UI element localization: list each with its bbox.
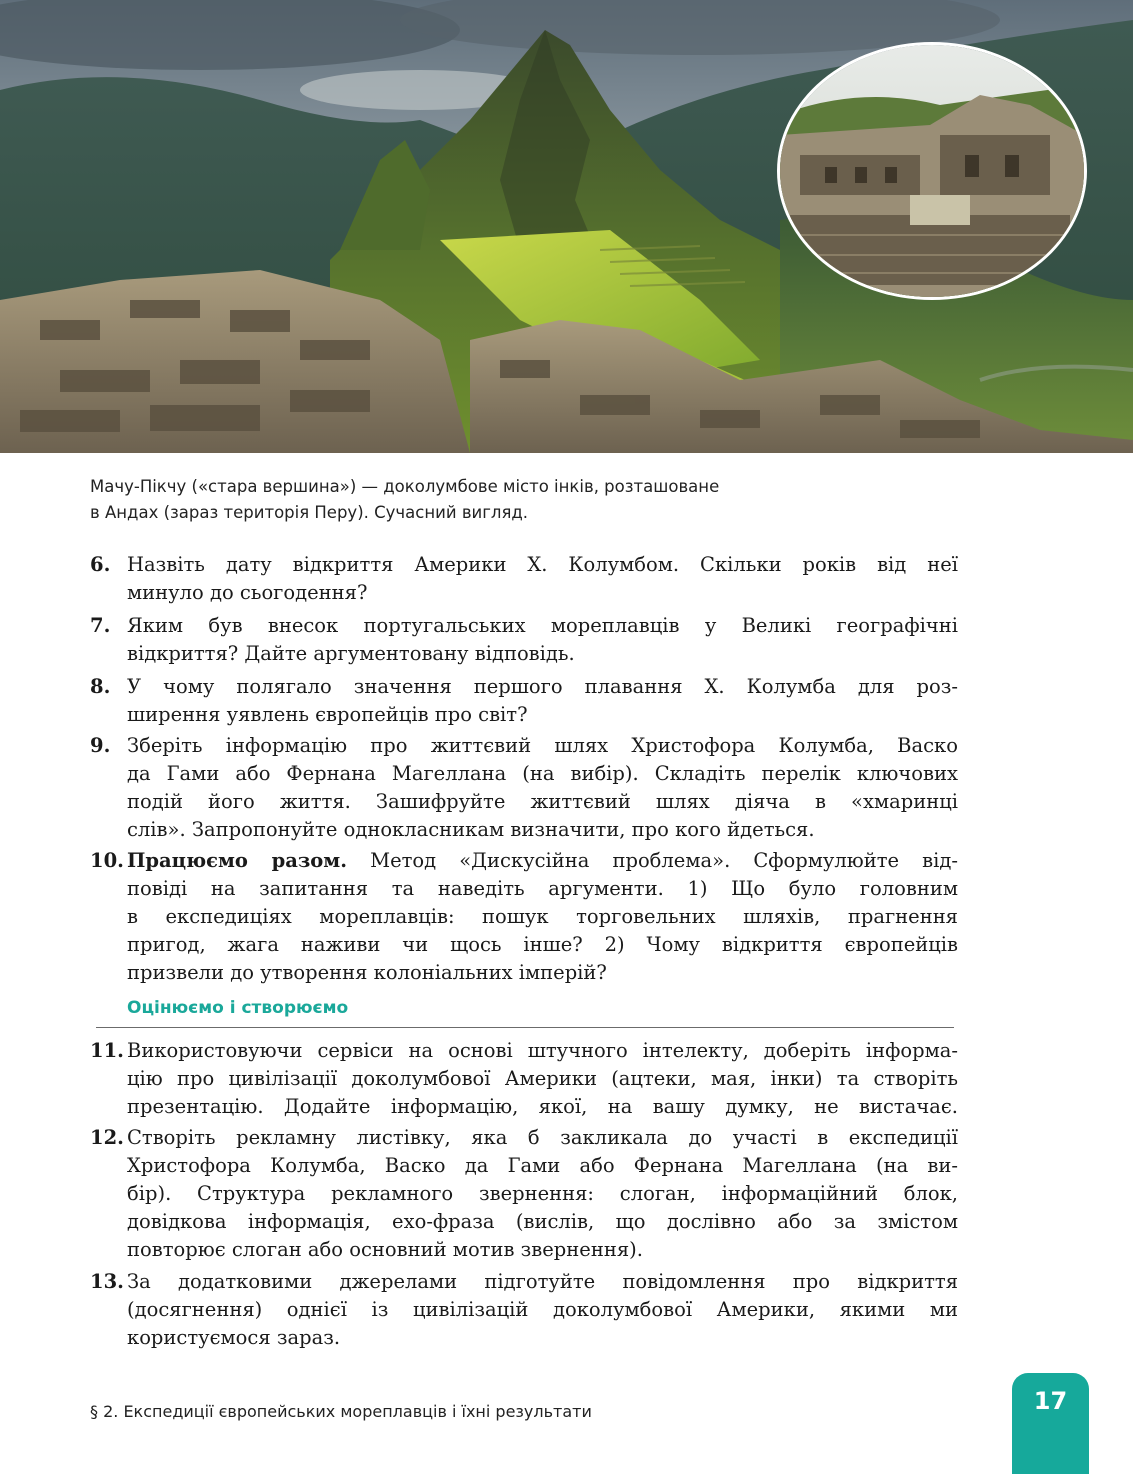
question-11	[90, 1037, 958, 1121]
question-number: 13.	[90, 1270, 124, 1293]
caption-line: в Андах (зараз територія Перу). Сучасний вигляд.	[90, 503, 529, 522]
question-line: повторює слоган або основний мотив звернення).	[127, 1238, 643, 1261]
question-13	[90, 1268, 958, 1352]
question-line: в експедиціях мореплавців: пошук торговельних шляхів, прагнення	[127, 905, 958, 928]
machu-picchu-photo	[0, 0, 1133, 453]
question-number: 11.	[90, 1039, 124, 1062]
question-line: презентацію. Додайте інформацію, якої, на вашу думку, не вистачає.	[127, 1095, 958, 1118]
question-line: цію про цивілізації доколумбової Америки (ацтеки, мая, інки) та створіть	[127, 1067, 958, 1090]
question-line: Назвіть дату відкриття Америки Х. Колумбом. Скільки років від неї	[127, 553, 958, 576]
question-line: слів». Запропонуйте однокласникам визначити, про кого йдеться.	[127, 818, 815, 841]
caption-line: Мачу-Пікчу («стара вершина») — доколумбове місто інків, розташоване	[90, 477, 720, 496]
page-number-tab	[1012, 1373, 1089, 1474]
question-line: ширення уявлень європейців про світ?	[127, 703, 528, 726]
question-line: пригод, жага наживи чи щось інше? 2) Чому відкриття європейців	[127, 933, 958, 956]
question-line: Христофора Колумба, Васко да Гами або Фернана Магеллана (на ви-	[127, 1154, 958, 1177]
question-line: призвели до утворення колоніальних імперій?	[127, 961, 607, 984]
question-line: відкриття? Дайте аргументовану відповідь.	[127, 642, 575, 665]
question-line: За додатковими джерелами підготуйте повідомлення про відкриття	[127, 1270, 958, 1293]
question-10	[90, 847, 958, 987]
question-line: У чому полягало значення першого плавання Х. Колумба для роз-	[127, 675, 958, 698]
question-line: довідкова інформація, ехо-фраза (вислів, що дослівно або за змістом	[127, 1210, 958, 1233]
question-line: Зберіть інформацію про життєвий шлях Христофора Колумба, Васко	[127, 734, 958, 757]
question-bold-lead: Працюємо разом.	[127, 849, 348, 872]
page-number: 17	[1033, 1387, 1068, 1415]
question-line	[127, 847, 958, 875]
question-line: бір). Структура рекламного звернення: слоган, інформаційний блок,	[127, 1182, 958, 1205]
question-number: 6.	[90, 553, 111, 576]
question-7	[90, 612, 958, 668]
running-footer: § 2. Експедиції європейських мореплавців і їхні результати	[90, 1402, 592, 1421]
question-line: Яким був внесок португальських мореплавців у Великі географічні	[127, 614, 958, 637]
question-line-rest: Метод «Дискусійна проблема». Сформулюйте від-	[347, 849, 958, 872]
question-line: (досягнення) однієї із цивілізацій доколумбової Америки, якими ми	[127, 1298, 958, 1321]
question-6	[90, 551, 958, 607]
question-number: 9.	[90, 734, 111, 757]
question-number: 12.	[90, 1126, 124, 1149]
question-number: 8.	[90, 675, 111, 698]
question-8	[90, 673, 958, 729]
question-line: да Гами або Фернана Магеллана (на вибір). Складіть перелік ключових	[127, 762, 958, 785]
section-divider	[96, 1027, 954, 1028]
question-line: користуємося зараз.	[127, 1326, 341, 1349]
question-12	[90, 1124, 958, 1264]
question-line: Використовуючи сервіси на основі штучного інтелекту, доберіть інформа-	[127, 1039, 958, 1062]
question-9	[90, 732, 958, 844]
question-number: 7.	[90, 614, 111, 637]
photo-caption	[90, 474, 810, 526]
question-number: 10.	[90, 849, 124, 872]
question-line: минуло до сьогодення?	[127, 581, 368, 604]
section-heading: Оцінюємо і створюємо	[127, 998, 349, 1018]
question-line: повіді на запитання та наведіть аргументи. 1) Що було головним	[127, 877, 958, 900]
question-line: подій його життя. Зашифруйте життєвий шлях діяча в «хмаринці	[127, 790, 958, 813]
stone-ruins-inset-photo	[777, 42, 1087, 300]
question-line: Створіть рекламну листівку, яка б закликала до участі в експедиції	[127, 1126, 958, 1149]
